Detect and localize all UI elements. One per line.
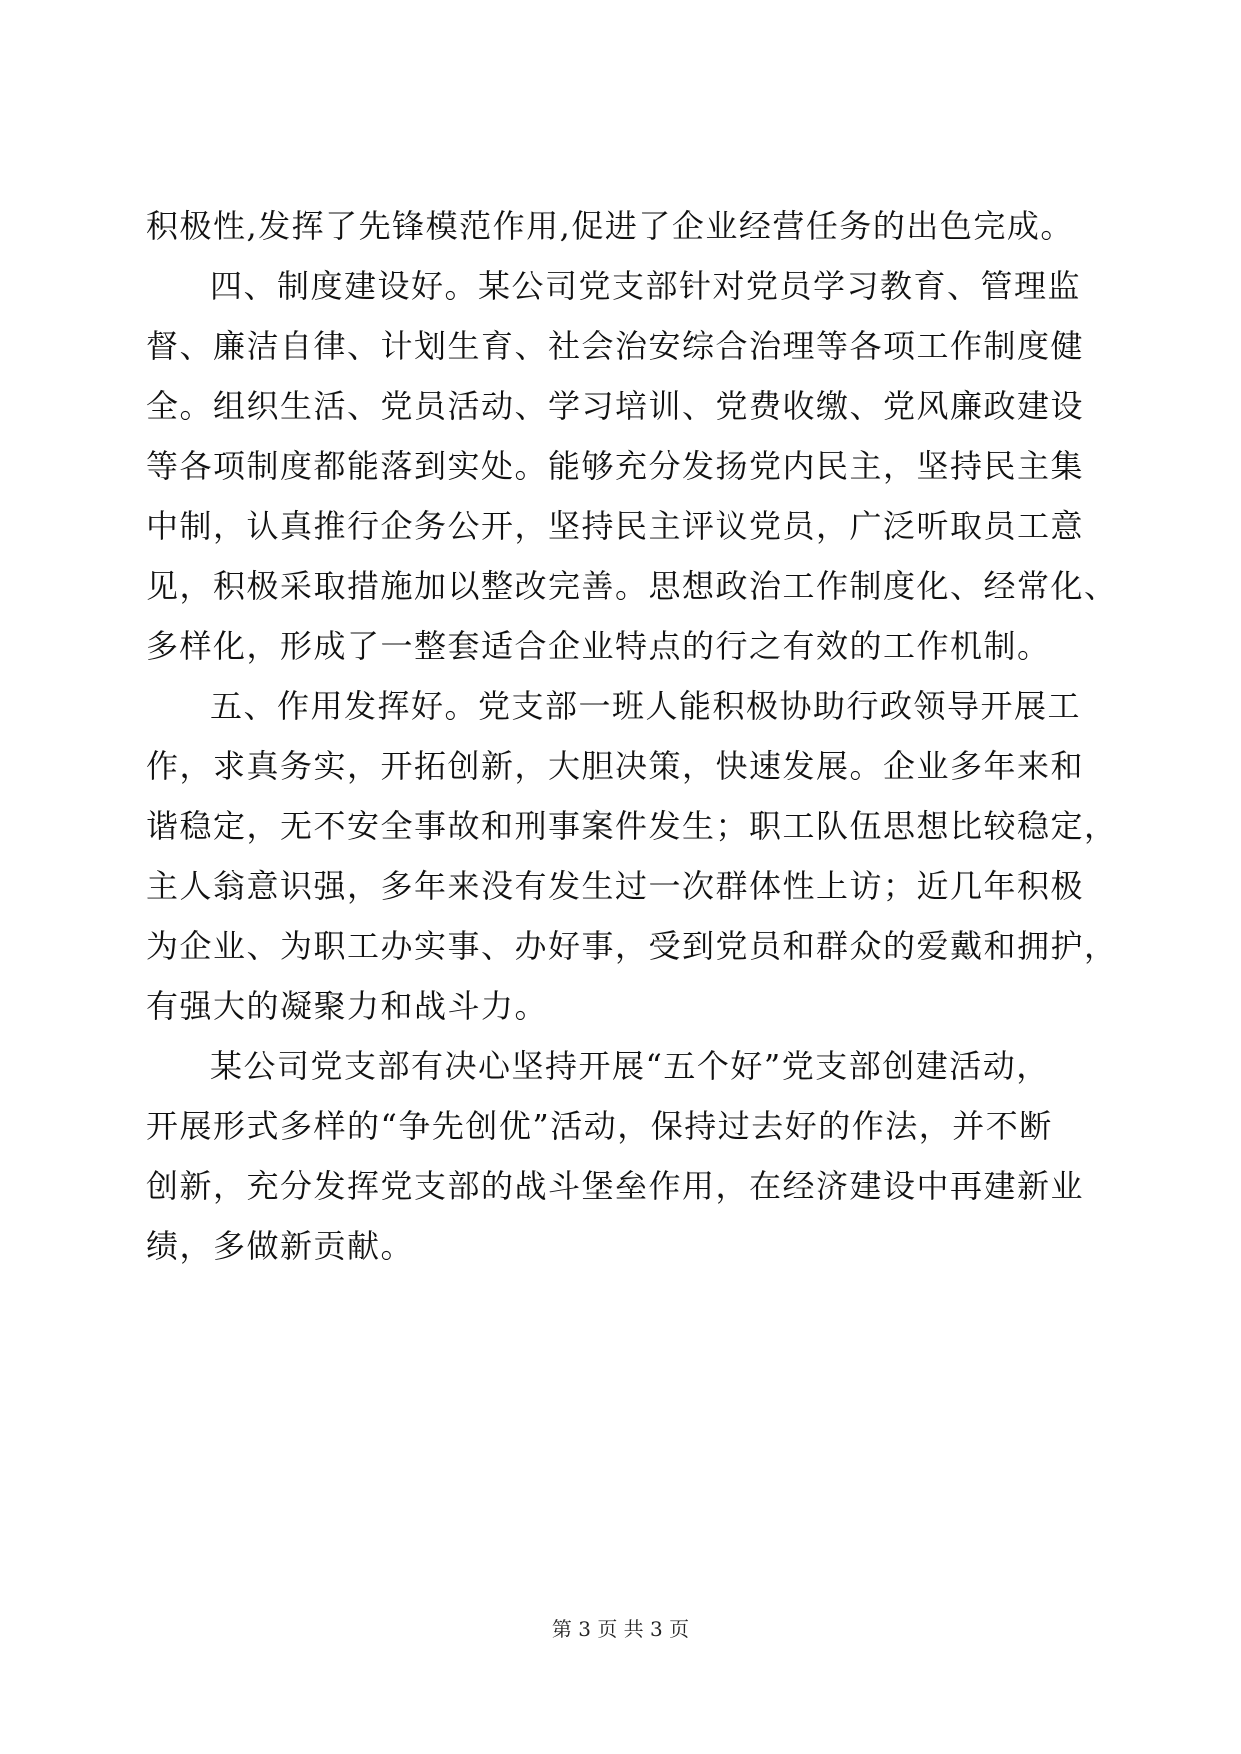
text-line: 积极性,发挥了先锋模范作用,促进了企业经营任务的出色完成。 [146,207,1074,245]
text-line: 为企业、为职工办实事、办好事，受到党员和群众的爱戴和拥护， [146,927,1118,965]
text-line: 作，求真务实，开拓创新，大胆决策，快速发展。企业多年来和 [146,747,1085,785]
paragraph-4-heading-line: 四、制度建设好。某公司党支部针对党员学习教育、管理监 [210,267,1082,305]
text-line: 中制，认真推行企务公开，坚持民主评议党员，广泛听取员工意 [146,507,1085,545]
text-line: 主人翁意识强，多年来没有发生过一次群体性上访；近几年积极 [146,867,1085,905]
text-line: 有强大的凝聚力和战斗力。 [146,987,549,1025]
text-line: 创新，充分发挥党支部的战斗堡垒作用，在经济建设中再建新业 [146,1167,1085,1205]
text-line: 多样化，形成了一整套适合企业特点的行之有效的工作机制。 [146,627,1051,665]
page-number-footer: 第 3 页 共 3 页 [551,1617,690,1641]
paragraph-5-heading-line: 五、作用发挥好。党支部一班人能积极协助行政领导开展工 [210,687,1082,725]
text-line: 开展形式多样的“争先创优”活动，保持过去好的作法，并不断 [146,1107,1053,1145]
text-line: 全。组织生活、党员活动、学习培训、党费收缴、党风廉政建设 [146,387,1085,425]
closing-paragraph-first-line: 某公司党支部有决心坚持开展“五个好”党支部创建活动， [210,1047,1050,1085]
text-line: 督、廉洁自律、计划生育、社会治安综合治理等各项工作制度健 [146,327,1085,365]
text-line: 绩，多做新贡献。 [146,1227,415,1265]
text-line: 谐稳定，无不安全事故和刑事案件发生；职工队伍思想比较稳定， [146,807,1118,845]
text-line: 等各项制度都能落到实处。能够充分发扬党内民主，坚持民主集 [146,447,1085,485]
text-line: 见，积极采取措施加以整改完善。思想政治工作制度化、经常化、 [146,567,1118,605]
